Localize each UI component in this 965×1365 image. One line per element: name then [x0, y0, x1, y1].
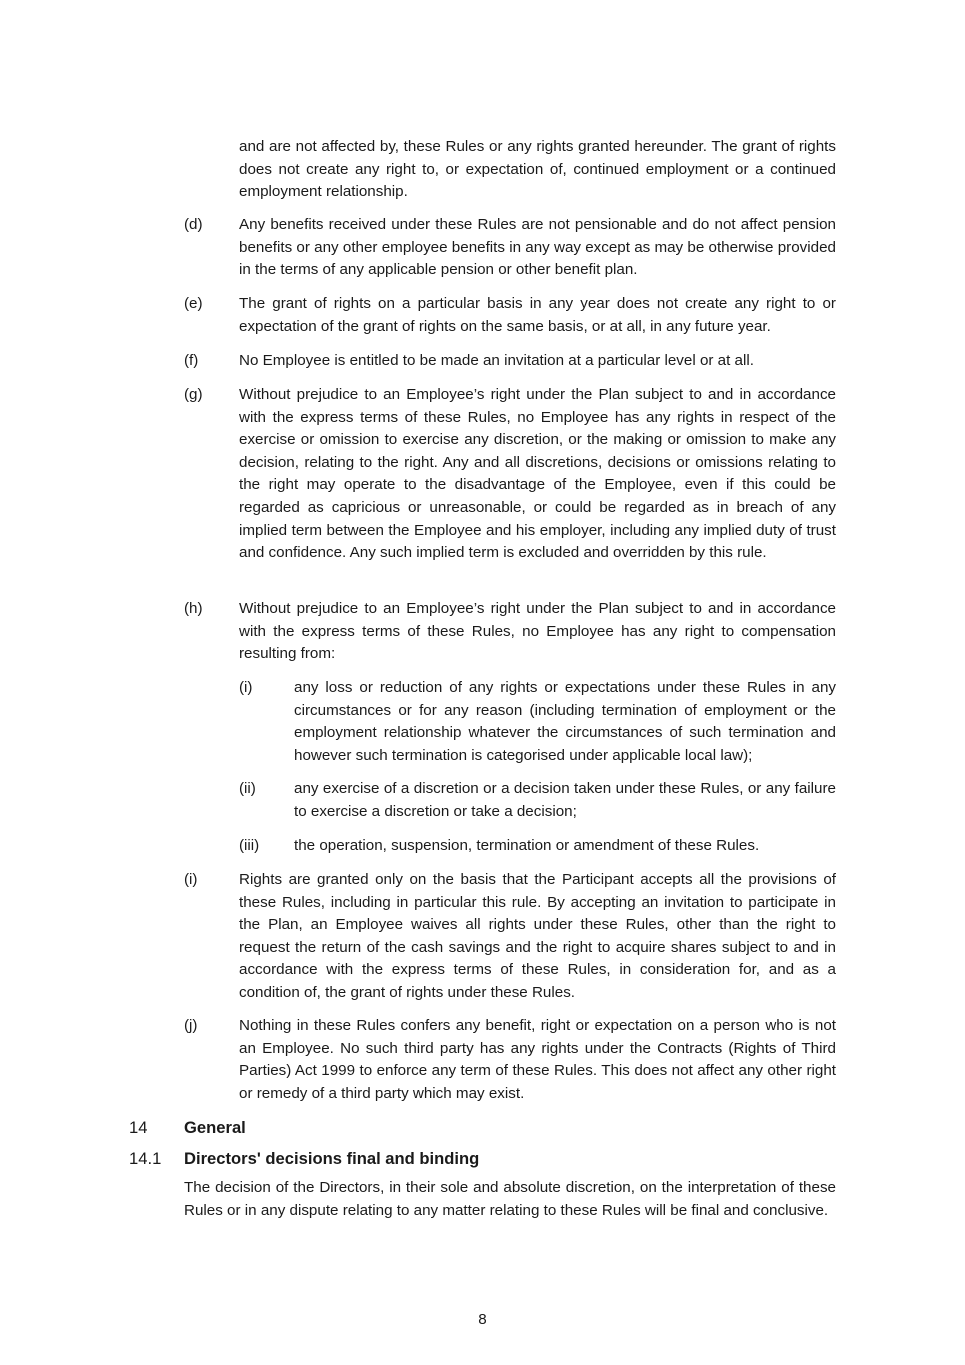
sub-item-i	[239, 677, 836, 767]
page-number: 8	[478, 1311, 487, 1328]
sub-item-label: (ii)	[239, 780, 256, 797]
item-label: (f)	[184, 352, 199, 369]
sub-item-ii	[239, 778, 836, 823]
subsection-title: Directors' decisions final and binding	[184, 1149, 480, 1168]
item-label: (h)	[184, 600, 203, 617]
item-text: Rights are granted only on the basis that the Participant accepts all the provisions of these Rules, including in particular this rule. By accepting an invitation to participate in the Plan, an Employee waives all rights under these Rules, other than the right to request the return of the cash savings and the right to acquire shares subject to and in accordance with the express terms of these Rules, in consideration for, and as a condition of, the grant of rights under these Rules.	[239, 871, 836, 1001]
subsection-number: 14.1	[129, 1149, 162, 1168]
rule-item-d	[184, 214, 836, 282]
rule-item-j	[184, 1015, 836, 1105]
sub-item-iii	[239, 835, 836, 858]
item-label: (j)	[184, 1017, 198, 1034]
sub-item-text: any exercise of a discretion or a decision taken under these Rules, or any failure to exercise a discretion or take a decision;	[294, 780, 836, 820]
section-title: General	[184, 1118, 246, 1137]
item-label: (d)	[184, 216, 203, 233]
rule-item-g	[184, 384, 836, 565]
sub-item-label: (iii)	[239, 837, 260, 854]
rule-item-i	[184, 869, 836, 1005]
item-text: Any benefits received under these Rules are not pensionable and do not affect pension benefits or any other employee benefits in any way except as may be otherwise provided in the terms of any applicable pension or other benefit plan.	[239, 216, 836, 279]
item-text: The grant of rights on a particular basis in any year does not create any right to or expectation of the grant of rights on the same basis, or at all, in any future year.	[239, 295, 836, 335]
sub-item-label: (i)	[239, 679, 253, 696]
item-label: (e)	[184, 295, 203, 312]
item-label: (g)	[184, 386, 203, 403]
section-number: 14	[129, 1118, 148, 1137]
item-text: Without prejudice to an Employee’s right under the Plan subject to and in accordance with the express terms of these Rules, no Employee has any rights in respect of the exercise or omission to exercise any discretion, or the making or omission to make any decision, relating to the right. Any and all discretions, decisions or omissions relating to the right may operate to the disadvantage of the Employee, even if this could be regarded as capricious or unreasonable, or could be regarded as in breach of any implied term between the Employee and his employer, including any implied duty of trust and confidence. Any such implied term is excluded and overridden by this rule.	[239, 386, 836, 562]
sub-item-text: any loss or reduction of any rights or expectations under these Rules in any circumstances or for any reason (including termination of employment or the employment relationship whatever the circumstances of such termination and however such termination is categorised under applicable local law);	[294, 679, 836, 764]
rule-item-h	[184, 598, 836, 666]
subsection-body: The decision of the Directors, in their sole and absolute discretion, on the interpretation of these Rules or in any dispute relating to any matter relating to these Rules will be final and conclusive.	[184, 1179, 836, 1219]
item-label: (i)	[184, 871, 198, 888]
rule-item-f	[184, 350, 836, 373]
item-text: Without prejudice to an Employee’s right under the Plan subject to and in accordance with the express terms of these Rules, no Employee has any right to compensation resulting from:	[239, 600, 836, 663]
rule-item-e	[184, 293, 836, 338]
item-text: No Employee is entitled to be made an invitation at a particular level or at all.	[239, 352, 754, 369]
continued-paragraph: and are not affected by, these Rules or any rights granted hereunder. The grant of rights does not create any right to, or expectation of, continued employment or a continued employment relationship.	[239, 138, 836, 201]
sub-item-text: the operation, suspension, termination or amendment of these Rules.	[294, 837, 760, 854]
item-text: Nothing in these Rules confers any benefit, right or expectation on a person who is not an Employee. No such third party has any rights under the Contracts (Rights of Third Parties) Act 1999 to enforce any term of these Rules. This does not affect any other right or remedy of a third party which may exist.	[239, 1017, 836, 1102]
